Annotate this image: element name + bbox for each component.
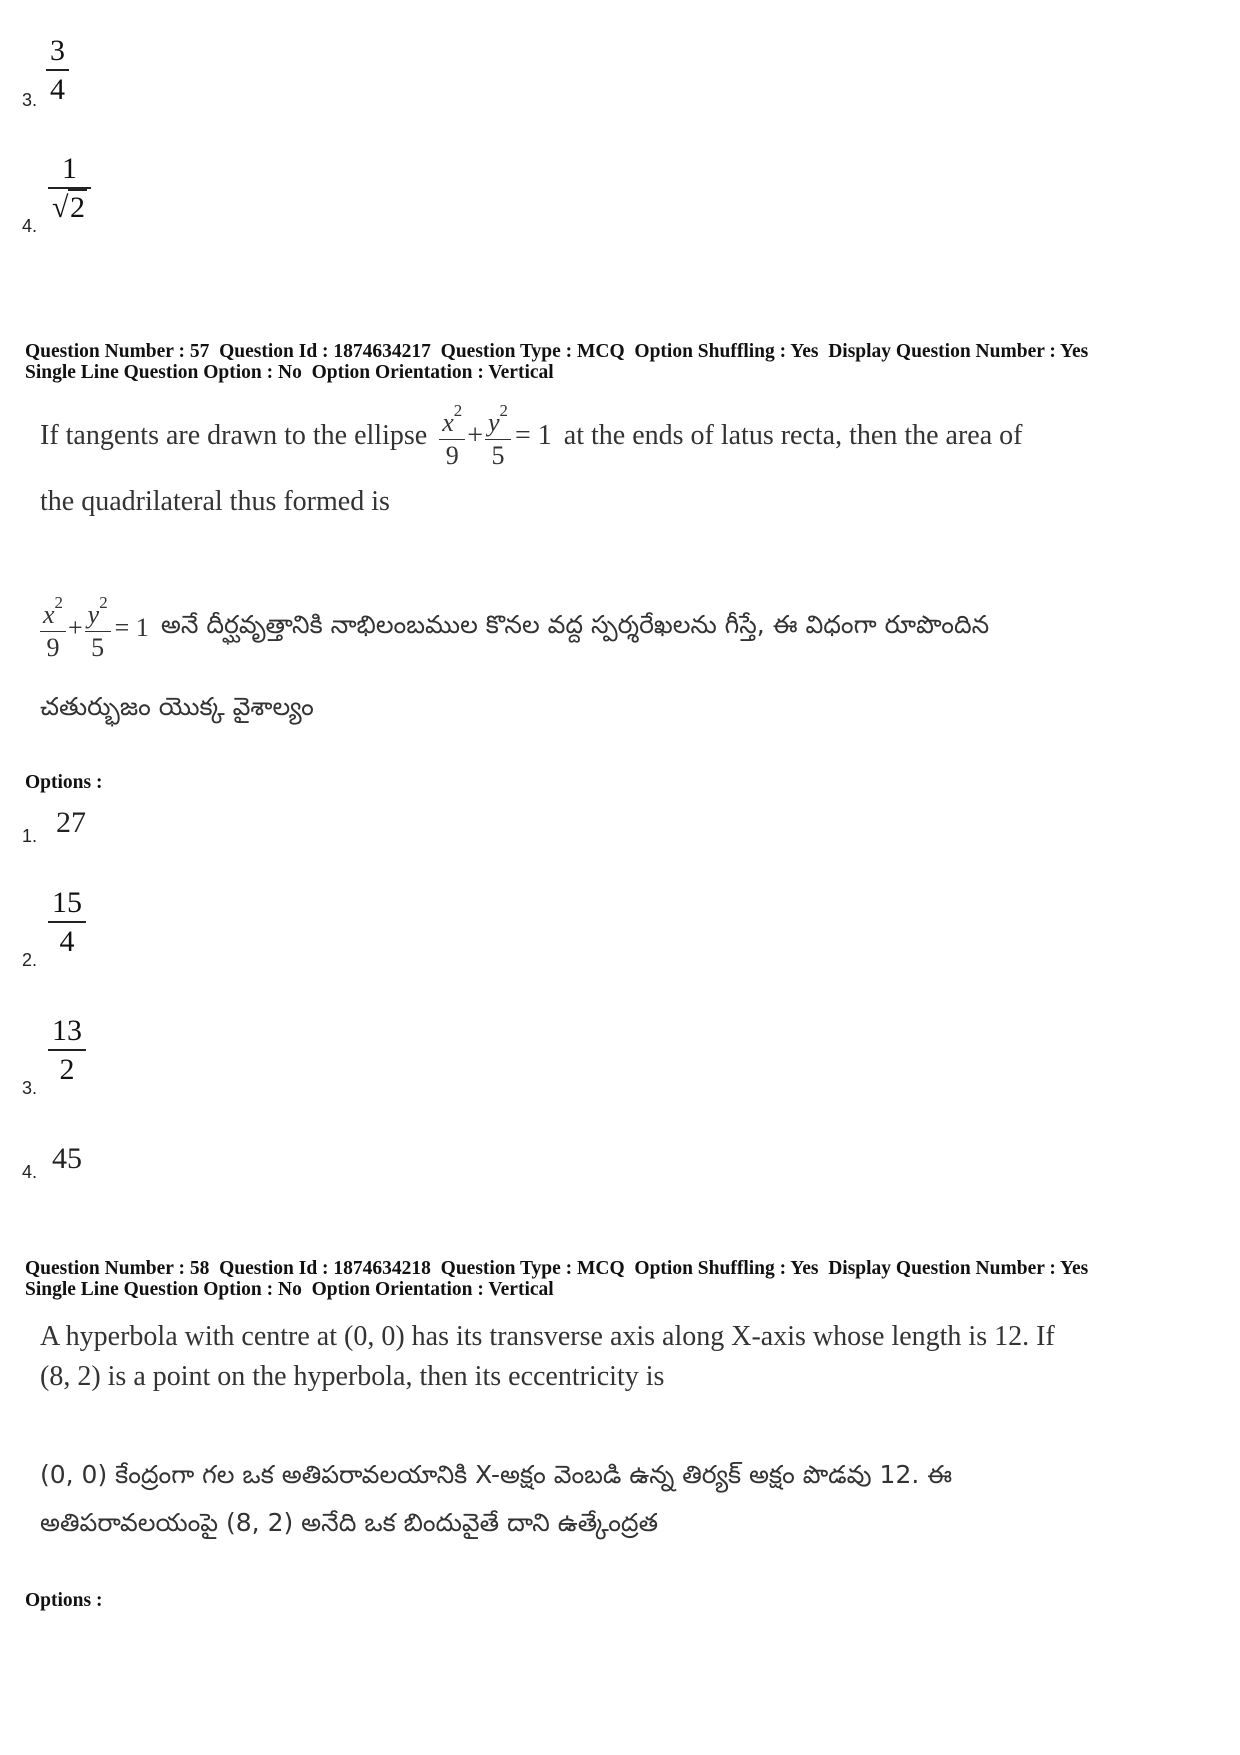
q57-telugu-line2: చతుర్భుజం యొక్క వైశాల్యం (40, 692, 314, 721)
q57-option-3[interactable] (22, 1016, 222, 1106)
q57-english-line1 (40, 396, 1022, 476)
plus-sign: + (68, 612, 83, 642)
exponent: 2 (99, 593, 108, 613)
q58-meta-line2: Single Line Question Option : No Option Orientation : Vertical (25, 1279, 554, 1300)
q58-telugu-line1: (0, 0) కేంద్రంగా గల ఒక అతిపరావలయానికి X-అక్షం వెంబడి ఉన్న తిర్యక్ అక్షం పొడవు 12. ఈ (40, 1460, 953, 1489)
q57-option-4[interactable] (22, 1142, 222, 1192)
numerator: 3 (46, 36, 69, 71)
q58-english-line1: A hyperbola with centre at (0, 0) has its transverse axis along X-axis whose length is 12. If (40, 1321, 1055, 1352)
q57-telugu-part1: అనే దీర్ఘవృత్తానికి నాభిలంబముల కొనల వద్ద స్పర్శరేఖలను గీస్తే, ఈ విధంగా రూపొందిన (160, 610, 990, 639)
q57-english-part2: at the ends of latus recta, then the area of (563, 420, 1023, 451)
q58-telugu-line2: అతిపరావలయంపై (8, 2) అనేది ఒక బిందువైతే దాని ఉత్కేంద్రత (40, 1508, 659, 1537)
option-number: 1. (22, 826, 38, 846)
option-value: 45 (52, 1142, 82, 1175)
option-number: 2. (22, 950, 38, 970)
x-fraction (439, 403, 465, 468)
prev-option-4 (22, 154, 222, 244)
q57-meta-line2: Single Line Question Option : No Option Orientation : Vertical (25, 362, 554, 383)
q58-english-line2: (8, 2) is a point on the hyperbola, then its eccentricity is (40, 1361, 665, 1392)
x-denominator: 9 (445, 440, 459, 470)
y-denominator: 5 (491, 440, 505, 470)
y-var: y (87, 600, 100, 630)
q58-meta-line1: Question Number : 58 Question Id : 1874634218 Question Type : MCQ Option Shuffling : Yes Display Question Number : Yes (25, 1258, 1089, 1279)
y-var: y (487, 408, 500, 438)
denominator: 4 (59, 925, 75, 958)
denominator: 2 (70, 191, 85, 224)
equals-one: = 1 (514, 419, 552, 451)
numerator: 13 (48, 1016, 86, 1051)
q57-option-2[interactable] (22, 888, 222, 978)
q58-options-heading: Options : (25, 1590, 103, 1611)
option-fraction (48, 888, 86, 957)
x-squared (40, 595, 66, 631)
option-number: 4. (22, 1162, 38, 1182)
square-root-icon (52, 193, 87, 223)
exponent: 2 (453, 401, 463, 421)
option-number: 3. (22, 90, 38, 110)
radical-denominator (48, 189, 91, 223)
option-fraction (48, 1016, 86, 1085)
q57-telugu-line1 (40, 588, 989, 668)
plus-sign: + (467, 419, 483, 451)
equals-one: = 1 (114, 612, 149, 642)
q57-meta-line1: Question Number : 57 Question Id : 1874634217 Question Type : MCQ Option Shuffling : Yes Display Question Number : Yes (25, 341, 1089, 362)
q57-english-line2: the quadrilateral thus formed is (40, 486, 390, 517)
y-squared (85, 595, 111, 631)
q57-option-1[interactable] (22, 806, 222, 856)
exponent: 2 (499, 401, 508, 421)
radical-sign: √ (52, 191, 69, 224)
option-fraction (48, 154, 91, 223)
ellipse-equation-telugu (40, 595, 149, 660)
x-var: x (43, 600, 55, 630)
prev-option-3 (22, 36, 222, 116)
ellipse-equation (439, 403, 552, 468)
option-number: 4. (22, 216, 38, 236)
y-fraction (485, 403, 511, 468)
x-squared (439, 403, 465, 439)
q57-english-part1: If tangents are drawn to the ellipse (40, 420, 428, 451)
y-squared (485, 403, 511, 439)
option-value: 27 (56, 806, 86, 839)
y-denominator: 5 (91, 632, 105, 662)
denominator: 4 (50, 73, 65, 106)
exponent: 2 (54, 593, 63, 613)
x-denominator: 9 (46, 632, 60, 662)
denominator: 2 (59, 1053, 75, 1086)
x-var: x (442, 408, 454, 438)
option-fraction (46, 36, 69, 105)
x-fraction (40, 595, 66, 660)
option-number: 3. (22, 1078, 38, 1098)
numerator: 15 (48, 888, 86, 923)
q57-options-heading: Options : (25, 772, 103, 793)
numerator: 1 (48, 154, 91, 189)
y-fraction (85, 595, 111, 660)
